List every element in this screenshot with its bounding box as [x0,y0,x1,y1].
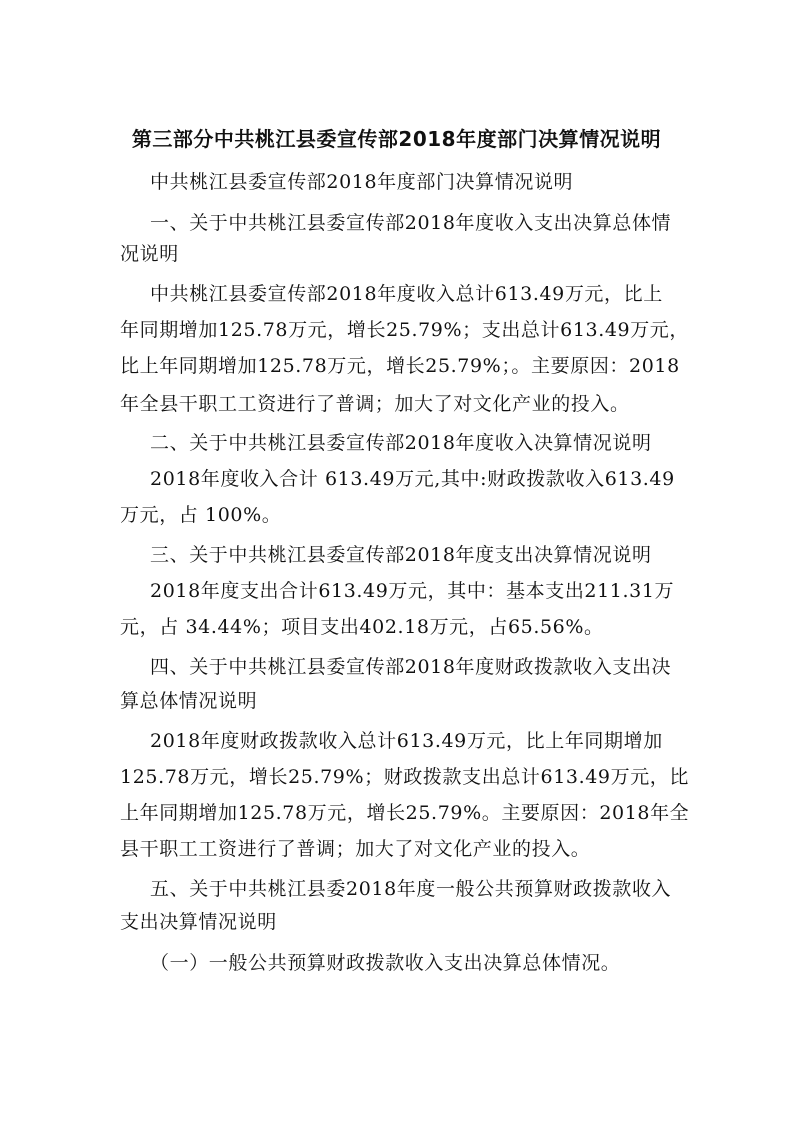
section-3-body-line-2: 元，占 34.44%；项目支出402.18万元，占65.56%。 [120,616,604,638]
section-2-body-line-2: 万元，占 100%。 [120,504,282,526]
section-4-heading-line-1: 四、关于中共桃江县委宣传部2018年度财政拨款收入支出决 [150,656,672,678]
section-2-heading: 二、关于中共桃江县委宣传部2018年度收入决算情况说明 [150,432,652,454]
section-4-body-line-3: 上年同期增加125.78万元，增长25.79%。主要原因：2018年全 [120,802,690,824]
section-4-heading-line-2: 算总体情况说明 [120,690,258,712]
section-5-heading-line-1: 五、关于中共桃江县委2018年度一般公共预算财政拨款收入 [150,878,672,900]
document-title: 第三部分中共桃江县委宣传部2018年度部门决算情况说明 [131,127,662,151]
section-5-heading-line-2: 支出决算情况说明 [120,911,277,933]
subsection-1-heading: （一）一般公共预算财政拨款收入支出决算总体情况。 [150,952,621,974]
section-3-body-line-1: 2018年度支出合计613.49万元，其中：基本支出211.31万 [150,580,675,602]
section-1-body-line-2: 年同期增加125.78万元，增长25.79%；支出总计613.49万元， [120,319,690,341]
section-1-body-line-4: 年全县干职工工资进行了普调；加大了对文化产业的投入。 [120,393,630,415]
section-2-body-line-1: 2018年度收入合计 613.49万元,其中:财政拨款收入613.49 [150,468,675,490]
section-1-heading-line-1: 一、关于中共桃江县委宣传部2018年度收入支出决算总体情 [150,212,672,234]
section-4-body-line-2: 125.78万元，增长25.79%；财政拨款支出总计613.49万元，比 [120,766,690,788]
section-1-body-line-3: 比上年同期增加125.78万元，增长25.79%；。主要原因：2018 [120,355,680,377]
section-4-body-line-1: 2018年度财政拨款收入总计613.49万元，比上年同期增加 [150,730,663,752]
section-1-heading-line-2: 况说明 [120,243,179,265]
section-3-heading: 三、关于中共桃江县委宣传部2018年度支出决算情况说明 [150,544,652,566]
subtitle-line: 中共桃江县委宣传部2018年度部门决算情况说明 [150,171,574,193]
section-1-body-line-1: 中共桃江县委宣传部2018年度收入总计613.49万元，比上 [150,283,663,305]
section-4-body-line-4: 县干职工工资进行了普调；加大了对文化产业的投入。 [120,838,591,860]
